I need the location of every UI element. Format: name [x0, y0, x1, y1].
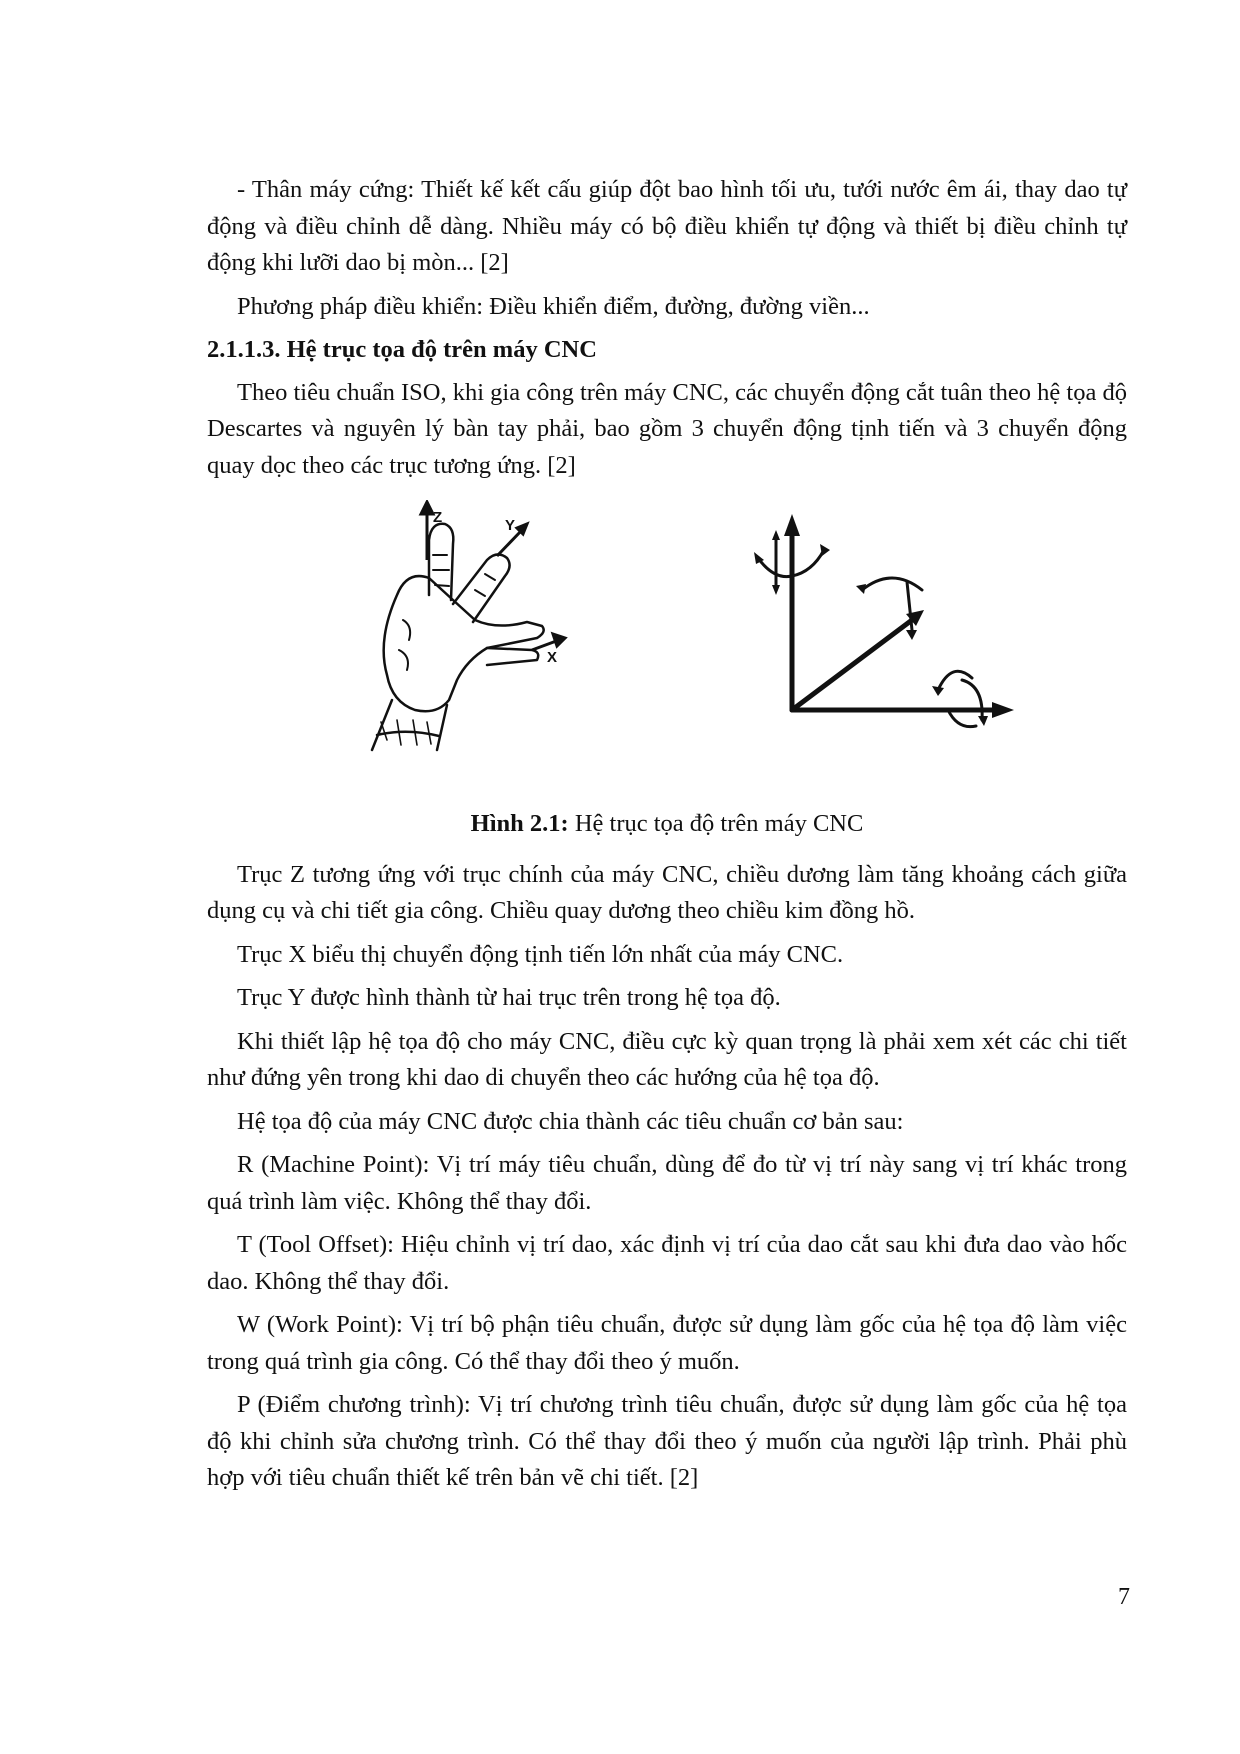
- body-paragraph: - Thân máy cứng: Thiết kế kết cấu giúp đột bao hình tối ưu, tưới nước êm ái, thay dao tự động và điều chỉnh dễ dàng. Nhiều máy có bộ điều khiển tự động và thiết bị điều chỉnh tự động khi lưỡi dao bị mòn... [2]: [207, 176, 1127, 276]
- page-content: [207, 172, 1127, 1504]
- three-axis-rotation-diagram: [752, 510, 1022, 730]
- body-paragraph: Khi thiết lập hệ tọa độ cho máy CNC, điều cực kỳ quan trọng là phải xem xét các chi tiết như đứng yên trong khi dao di chuyển theo các hướng của hệ tọa độ.: [207, 1027, 1127, 1091]
- body-paragraph: Phương pháp điều khiển: Điều khiển điểm, đường, đường viền...: [237, 292, 870, 320]
- body-paragraph: W (Work Point): Vị trí bộ phận tiêu chuẩn, được sử dụng làm gốc của hệ tọa độ làm việc trong quá trình gia công. Có thể thay đổi theo ý muốn.: [207, 1311, 1127, 1375]
- body-paragraph: Trục Y được hình thành từ hai trục trên trong hệ tọa độ.: [237, 984, 781, 1011]
- figure-caption: [207, 806, 1127, 843]
- caption-text: Hệ trục tọa độ trên máy CNC: [568, 810, 864, 837]
- axis-label-y: Y: [505, 517, 516, 534]
- axis-label-x: X: [547, 649, 558, 666]
- page-number: 7: [1118, 1584, 1130, 1610]
- axis-label-z: Z: [433, 509, 443, 526]
- section-heading: 2.1.1.3. Hệ trục tọa độ trên máy CNC: [207, 336, 597, 363]
- body-paragraph: Theo tiêu chuẩn ISO, khi gia công trên máy CNC, các chuyển động cắt tuân theo hệ tọa độ Descartes và nguyên lý bàn tay phải, bao gồm 3 chuyển động tịnh tiến và 3 chuyển động quay dọc theo các trục tương ứng. [2]: [207, 378, 1127, 479]
- body-paragraph: Trục Z tương ứng với trục chính của máy CNC, chiều dương làm tăng khoảng cách giữa dụng cụ và chi tiết gia công. Chiều quay dương theo chiều kim đồng hồ.: [207, 860, 1127, 924]
- figure-coordinate-system: [207, 500, 1127, 800]
- body-paragraph: R (Machine Point): Vị trí máy tiêu chuẩn, dùng để đo từ vị trí này sang vị trí khác trong quá trình làm việc. Không thể thay đổi.: [207, 1151, 1127, 1215]
- caption-label: Hình 2.1:: [470, 810, 569, 837]
- right-hand-rule-illustration: [337, 500, 577, 755]
- body-paragraph: Hệ tọa độ của máy CNC được chia thành các tiêu chuẩn cơ bản sau:: [237, 1107, 904, 1135]
- body-paragraph: P (Điểm chương trình): Vị trí chương trình tiêu chuẩn, được sử dụng làm gốc của hệ tọa độ khi chỉnh sửa chương trình. Có thể thay đổi theo ý muốn của người lập trình. Phải phù hợp với tiêu chuẩn thiết kế trên bản vẽ chi tiết. [2]: [207, 1391, 1127, 1491]
- body-paragraph: T (Tool Offset): Hiệu chỉnh vị trí dao, xác định vị trí của dao cắt sau khi đưa dao vào hốc dao. Không thể thay đổi.: [207, 1231, 1127, 1295]
- body-paragraph: Trục X biểu thị chuyển động tịnh tiến lớn nhất của máy CNC.: [237, 940, 844, 968]
